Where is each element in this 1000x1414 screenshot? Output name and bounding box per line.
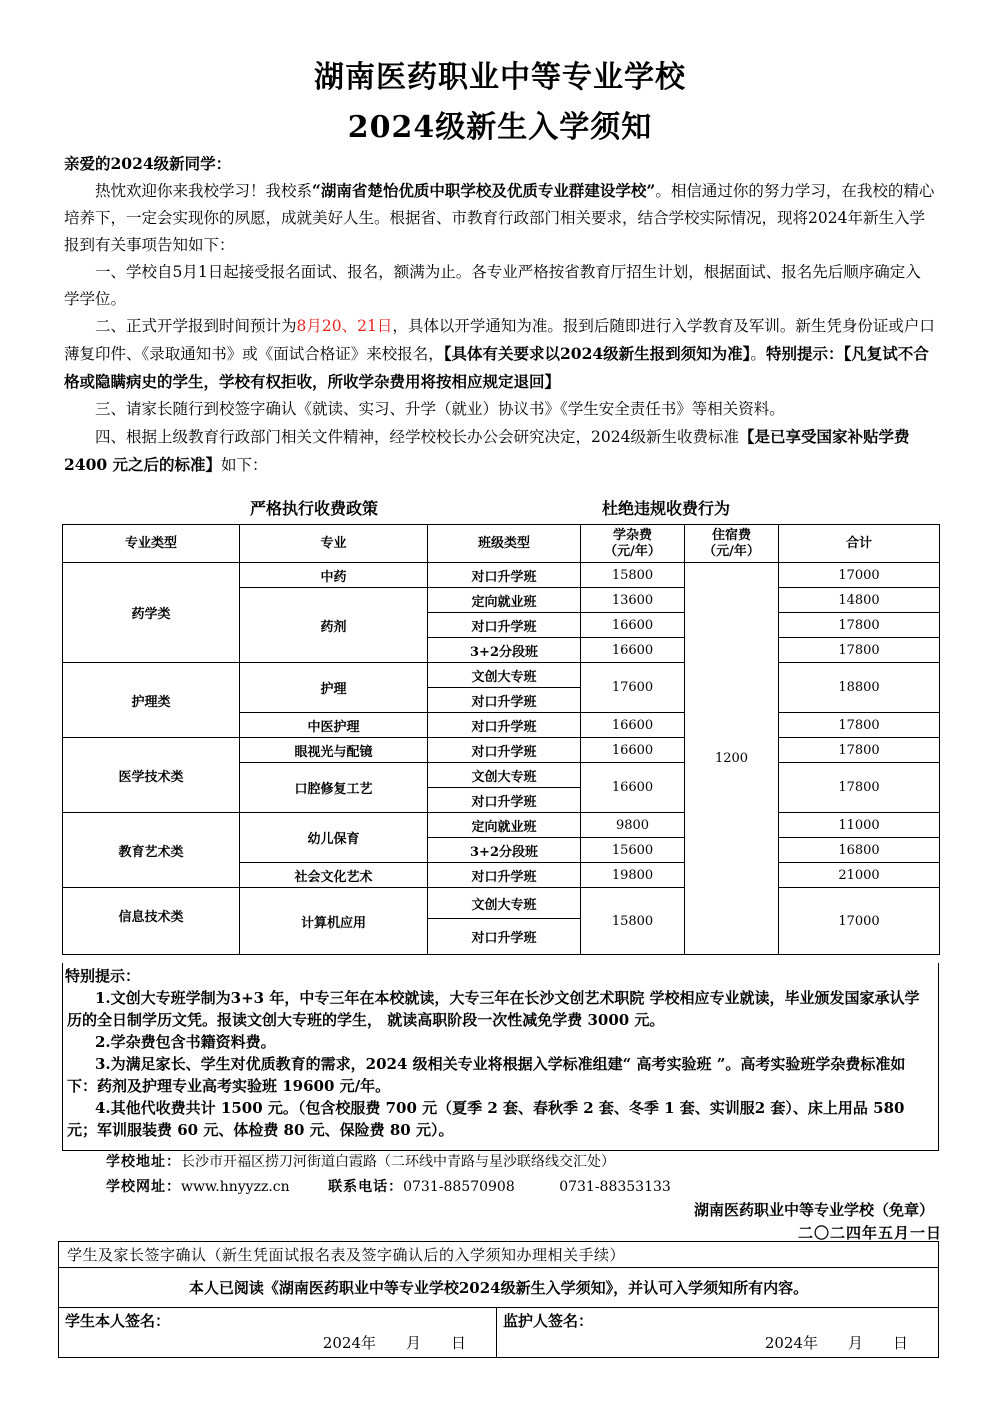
tuition-cell: 16600 <box>581 738 685 763</box>
item-1: 一、学校自5月1日起接受报名面试、报名，额满为止。各专业严格按省教育厅招生计划，根据面试、报名先后顺序确定入学学位。 <box>64 263 921 308</box>
address-value: 长沙市开福区捞刀河街道白霞路（二环线中青路与星沙联络线交汇处） <box>181 1154 615 1170</box>
notes-title: 特别提示： <box>65 967 141 985</box>
item-4 <box>64 423 936 479</box>
notice-title: 2024级新生入学须知 <box>347 110 653 145</box>
item-2-special-tip: 特别提示：【凡复试不合格或隐瞒病史的学生，学校有权拒收，所收学杂费用将按相应规定退回】 <box>64 344 929 391</box>
item-4-text-a: 四、根据上级教育行政部门相关文件精神，经学校校长办公会研究决定，2024级新生收费标准 <box>95 428 739 446</box>
tuition-cell: 19800 <box>581 863 685 888</box>
table-row <box>63 563 940 588</box>
intro-text-a: 热忱欢迎你来我校学习！我校系 <box>95 182 313 200</box>
total-cell: 17000 <box>779 563 940 588</box>
tuition-cell: 16600 <box>581 713 685 738</box>
student-signature-field[interactable] <box>59 1308 497 1357</box>
guardian-signature-field[interactable] <box>497 1308 938 1357</box>
issue-date: 二〇二四年五月一日 <box>797 1224 942 1242</box>
note-4: 4.其他代收费共计 1500 元。（包含校服费 700 元（夏季 2 套、春秋季 2 套、冬季 1 套、实训服2 套）、床上用品 580 元；军训服装费 60 元、体检费 80 元、保险费 80 元）。 <box>67 1099 905 1139</box>
note-2: 2.学杂费包含书籍资料费。 <box>95 1033 276 1051</box>
category-cell: 药学类 <box>63 563 240 663</box>
item-2-text-b: ，具体以开学通知为准。报到后随即进行入学教育及军训。新生凭身份证或户口薄复印件、《录取通知书》或《面试合格证》来校报名， <box>64 317 935 363</box>
class-cell: 对口升学班 <box>428 919 581 955</box>
tuition-cell: 9800 <box>581 813 685 838</box>
total-cell: 16800 <box>779 838 940 863</box>
guardian-signature-date: 2024年 月 日 <box>764 1334 908 1352</box>
class-cell: 定向就业班 <box>428 588 581 613</box>
tuition-cell: 15800 <box>581 888 685 955</box>
student-signature-label: 学生本人签名： <box>65 1312 171 1330</box>
tuition-cell: 15600 <box>581 838 685 863</box>
table-row <box>63 888 940 919</box>
notice-body <box>64 150 936 479</box>
total-cell: 17800 <box>779 638 940 663</box>
major-cell: 药剂 <box>240 588 428 663</box>
address-label: 学校地址： <box>106 1154 181 1170</box>
category-cell: 教育艺术类 <box>63 813 240 888</box>
school-address <box>106 1151 615 1171</box>
intro-text-b: 。相信通过你的努力学习，在我校的精心培养下，一定会实现你的夙愿，成就美好人生。根据省、市教育行政部门相关要求，结合学校实际情况，现将2024年新生入学报到有关事项告知如下： <box>64 182 935 254</box>
class-cell: 定向就业班 <box>428 813 581 838</box>
header-class: 班级类型 <box>428 525 581 563</box>
signature-statement: 本人已阅读《湖南医药职业中等专业学校2024级新生入学须知》，并认可入学须知所有内容。 <box>59 1269 938 1308</box>
major-cell: 计算机应用 <box>240 888 428 955</box>
category-cell: 护理类 <box>63 663 240 738</box>
school-contact <box>106 1176 671 1196</box>
header-tuition: 学杂费 （元/年） <box>581 525 685 563</box>
signature-confirm-header: 学生及家长签字确认（新生凭面试报名表及签字确认后的入学须知办理相关手续） <box>59 1242 938 1268</box>
class-cell: 对口升学班 <box>428 688 581 713</box>
header-major: 专业 <box>240 525 428 563</box>
guardian-signature-label: 监护人签名： <box>503 1312 594 1330</box>
item-2-text-a: 二、正式开学报到时间预计为 <box>95 317 297 335</box>
tuition-cell: 13600 <box>581 588 685 613</box>
intro-school-honor: “湖南省楚怡优质中职学校及优质专业群建设学校” <box>312 181 656 200</box>
item-2-text-c: 。 <box>750 345 766 363</box>
student-signature-date: 2024年 月 日 <box>322 1334 466 1352</box>
class-cell: 对口升学班 <box>428 863 581 888</box>
table-row <box>63 738 940 763</box>
web-value: www.hnyyzz.cn <box>181 1179 290 1195</box>
total-cell: 18800 <box>779 663 940 713</box>
tuition-cell: 16600 <box>581 763 685 813</box>
school-title: 湖南医药职业中等专业学校 <box>314 60 686 95</box>
category-cell: 信息技术类 <box>63 888 240 955</box>
table-header-row <box>63 525 940 563</box>
class-cell: 对口升学班 <box>428 713 581 738</box>
phone-value-1: 0731-88570908 <box>403 1179 515 1195</box>
table-row <box>63 663 940 688</box>
fee-table <box>62 524 940 955</box>
item-4-subsidy-note: 【是已享受国家补贴学费 2400 元之后的标准】 <box>64 427 910 474</box>
total-cell: 17800 <box>779 713 940 738</box>
total-cell: 17800 <box>779 738 940 763</box>
total-cell: 14800 <box>779 588 940 613</box>
note-3: 3.为满足家长、学生对优质教育的需求，2024 级相关专业将根据入学标准组建“ 高考实验班 ”。高考实验班学杂费标准如下：药剂及护理专业高考实验班 19600 元/年。 <box>67 1055 906 1095</box>
tuition-cell: 16600 <box>581 638 685 663</box>
total-cell: 17000 <box>779 888 940 955</box>
signature-section <box>58 1241 939 1358</box>
tuition-cell: 16600 <box>581 613 685 638</box>
class-cell: 对口升学班 <box>428 788 581 813</box>
major-cell: 口腔修复工艺 <box>240 763 428 813</box>
item-4-text-b: 如下： <box>221 456 268 474</box>
major-cell: 幼儿保育 <box>240 813 428 863</box>
class-cell: 对口升学班 <box>428 613 581 638</box>
item-3: 三、请家长随行到校签字确认《就读、实习、升学（就业）协议书》《学生安全责任书》等相关资料。 <box>95 400 785 418</box>
item-2-requirement: 【具体有关要求以2024级新生报到须知为准】 <box>443 344 751 363</box>
class-cell: 文创大专班 <box>428 888 581 919</box>
special-notes <box>62 963 939 1151</box>
total-cell: 21000 <box>779 863 940 888</box>
dorm-cell: 1200 <box>685 563 779 955</box>
policy-slogan-right: 杜绝违规收费行为 <box>602 499 731 518</box>
greeting: 亲爱的2024级新同学： <box>64 154 232 173</box>
header-type: 专业类型 <box>63 525 240 563</box>
table-row <box>63 813 940 838</box>
class-cell: 文创大专班 <box>428 763 581 788</box>
phone-value-2: 0731-88353133 <box>559 1179 671 1195</box>
tuition-cell: 17600 <box>581 663 685 713</box>
class-cell: 对口升学班 <box>428 738 581 763</box>
class-cell: 3+2分段班 <box>428 838 581 863</box>
major-cell: 社会文化艺术 <box>240 863 428 888</box>
category-cell: 医学技术类 <box>63 738 240 813</box>
header-total: 合计 <box>779 525 940 563</box>
total-cell: 17800 <box>779 763 940 813</box>
intro-paragraph <box>64 177 936 259</box>
class-cell: 3+2分段班 <box>428 638 581 663</box>
phone-label: 联系电话： <box>328 1179 404 1195</box>
class-cell: 文创大专班 <box>428 663 581 688</box>
major-cell: 眼视光与配镜 <box>240 738 428 763</box>
total-cell: 17800 <box>779 613 940 638</box>
note-1: 1.文创大专班学制为3+3 年，中专三年在本校就读，大专三年在长沙文创艺术职院 学校相应专业就读，毕业颁发国家承认学历的全日制学历文凭。报读文创大专班的学生， 就读高职阶段一次性减免学费 3000 元。 <box>67 989 920 1029</box>
header-dorm: 住宿费 （元/年） <box>685 525 779 563</box>
tuition-cell: 15800 <box>581 563 685 588</box>
item-2-date: 8月20、21日 <box>296 317 393 335</box>
major-cell: 中药 <box>240 563 428 588</box>
total-cell: 11000 <box>779 813 940 838</box>
item-2 <box>64 313 936 396</box>
class-cell: 对口升学班 <box>428 563 581 588</box>
major-cell: 护理 <box>240 663 428 713</box>
school-seal-text: 湖南医药职业中等专业学校（免章） <box>693 1201 934 1219</box>
web-label: 学校网址： <box>106 1179 181 1195</box>
policy-slogan-left: 严格执行收费政策 <box>250 499 379 518</box>
major-cell: 中医护理 <box>240 713 428 738</box>
